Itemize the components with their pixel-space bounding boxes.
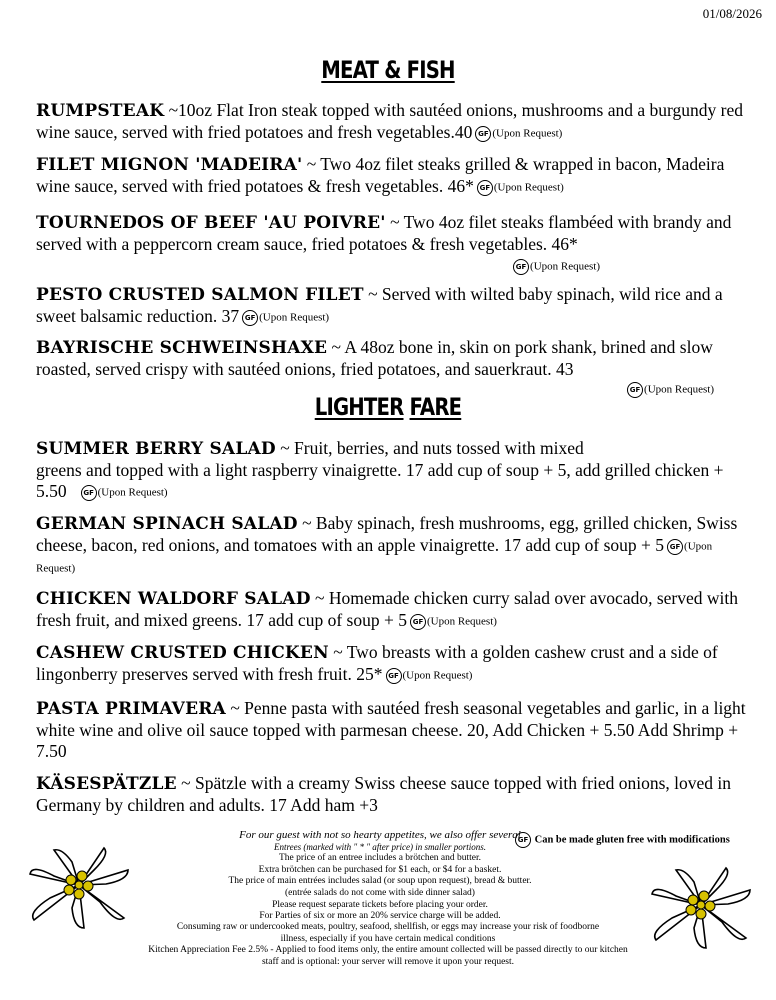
gluten-free-icon: GF [515, 832, 531, 848]
upon-request-note: (Upon Request) [644, 383, 714, 396]
footer-line: For Parties of six or more an 20% service charge will be added. [259, 911, 501, 922]
print-date: 01/08/2026 [702, 6, 762, 21]
item-name: CHICKEN WALDORF SALAD [36, 589, 311, 609]
menu-item-rumpsteak [36, 100, 748, 144]
upon-request-note: (Upon Request) [402, 669, 473, 682]
item-description: ~ Penne pasta with sautéed fresh seasonal vegetables and garlic, in a light white wine and olive oil sauce topped with parmesan cheese. 20, Add Chicken + 5.50 Add Shrimp + 7.50 [36, 698, 746, 761]
footer-line: The price of an entree includes a brötchen and butter. [278, 853, 482, 864]
footer-line: illness, especially if you have certain medical conditions [280, 933, 496, 944]
item-description-cont: greens and topped with a light raspberry vinaigrette. 17 add cup of soup + 5, add grilled chicken + 5.50 [36, 460, 724, 501]
legend-text: Can be made gluten free with modifications [534, 834, 730, 846]
gluten-free-icon: GF [386, 668, 402, 684]
item-description: ~ Homemade chicken curry salad over avocado, served with fresh fruit, and mixed greens. 17 add cup of soup + 5 [36, 588, 738, 630]
menu-item-chicken-waldorf-salad [36, 588, 748, 632]
upon-request-note: (Upon Request) [426, 615, 497, 628]
item-name: FILET MIGNON 'MADEIRA' [36, 155, 303, 175]
section-title-meat-fish: MEAT & FISH [321, 56, 455, 84]
item-description: ~ A 48oz bone in, skin on pork shank, brined and slow roasted, served crispy with sautéed onions, fried potatoes, and sauerkraut. 43 [36, 337, 713, 379]
menu-item-filet-mignon [36, 154, 748, 198]
menu-item-summer-berry-salad [36, 438, 748, 503]
item-name: RUMPSTEAK [36, 101, 165, 121]
upon-request-note: (Upon Request) [97, 486, 168, 499]
gluten-free-icon: GF [81, 485, 97, 501]
item-description: ~ Fruit, berries, and nuts tossed with mixed [275, 438, 584, 458]
gluten-free-icon: GF [242, 310, 258, 326]
item-name: KÄSESPÄTZLE [36, 774, 177, 794]
upon-request-note: (Upon Request) [259, 311, 330, 324]
item-description: ~ Baby spinach, fresh mushrooms, egg, grilled chicken, Swiss cheese, bacon, red onions, and tomatoes with an apple vinaigrette. 17 add cup of soup + 5 [36, 513, 738, 555]
footer-line: Entrees (marked with " * " after price) in smaller portions. [274, 841, 486, 852]
footer-notes [140, 830, 620, 923]
footer-line: (entrée salads do not come with side dinner salad) [285, 887, 475, 898]
item-name: SUMMER BERRY SALAD [36, 439, 276, 459]
gluten-free-icon: GF [410, 614, 426, 630]
gluten-free-icon: GF [477, 180, 493, 196]
item-description: ~ Served with wilted baby spinach, wild rice and a sweet balsamic reduction. 37 [36, 284, 723, 326]
item-name: PASTA PRIMAVERA [36, 699, 226, 719]
footer-notes-wide [30, 922, 746, 968]
gluten-free-icon: GF [513, 259, 529, 275]
footer-line: Consuming raw or undercooked meats, poultry, seafood, shellfish, or eggs may increase your risk of foodborne [176, 922, 600, 932]
footer-line: For our guest with not so hearty appetites, we also offer several [239, 829, 521, 841]
item-name: CASHEW CRUSTED CHICKEN [36, 643, 329, 663]
menu-item-salmon [36, 284, 748, 328]
upon-request-note: (Upon Request) [493, 181, 564, 194]
item-name: GERMAN SPINACH SALAD [36, 514, 298, 534]
item-name: TOURNEDOS OF BEEF 'AU POIVRE' [36, 213, 386, 233]
gluten-free-icon: GF [627, 382, 643, 398]
footer-line: Please request separate tickets before placing your order. [272, 899, 488, 910]
footer-line: staff and is optional: your server will remove it upon your request. [261, 956, 515, 967]
item-name: PESTO CRUSTED SALMON FILET [36, 285, 364, 305]
menu-item-tournedos [36, 212, 748, 277]
item-description: ~10oz Flat Iron steak topped with sautéed onions, mushrooms and a burgundy red wine sauce, served with fried potatoes and fresh vegetables.40 [36, 100, 743, 142]
footer-line: The price of main entrées includes salad (or soup upon request), bread & butter. [228, 876, 532, 887]
item-description: ~ Two 4oz filet steaks grilled & wrapped in bacon, Madeira wine sauce, served with fried potatoes & fresh vegetables. 46* [36, 154, 725, 196]
footer-line: Extra brötchen can be purchased for $1 each, or $4 for a basket. [258, 864, 502, 875]
item-description: ~ Two breasts with a golden cashew crust and a side of lingonberry preserves served with fresh fruit. 25* [36, 642, 718, 684]
section-title-lighter-fare: LIGHTER FARE [314, 393, 462, 421]
menu-item-schweinshaxe [36, 337, 748, 400]
menu-item-pasta-primavera [36, 698, 748, 762]
upon-request-note: (Upon Request) [492, 127, 563, 140]
upon-request-note: (Upon Request) [530, 260, 600, 273]
footer-line: Kitchen Appreciation Fee 2.5% - Applied to food items only, the entire amount collected will be passed directly to our kitchen [148, 945, 628, 956]
menu-item-kasespatzle [36, 773, 748, 816]
gluten-free-icon: GF [475, 126, 491, 142]
item-name: BAYRISCHE SCHWEINSHAXE [36, 338, 328, 358]
item-description: ~ Two 4oz filet steaks flambéed with brandy and served with a peppercorn cream sauce, fried potatoes & fresh vegetables. 46* [36, 212, 732, 254]
menu-item-german-spinach-salad [36, 513, 748, 580]
item-description: ~ Spätzle with a creamy Swiss cheese sauce topped with fried onions, loved in Germany by children and adults. 17 Add ham +3 [36, 773, 732, 815]
gluten-free-icon: GF [667, 539, 683, 555]
edelweiss-flower-icon [646, 860, 756, 950]
upon-request-note: (Upon Request) [36, 540, 713, 575]
edelweiss-flower-icon [24, 840, 134, 930]
menu-item-cashew-crusted-chicken [36, 642, 748, 686]
